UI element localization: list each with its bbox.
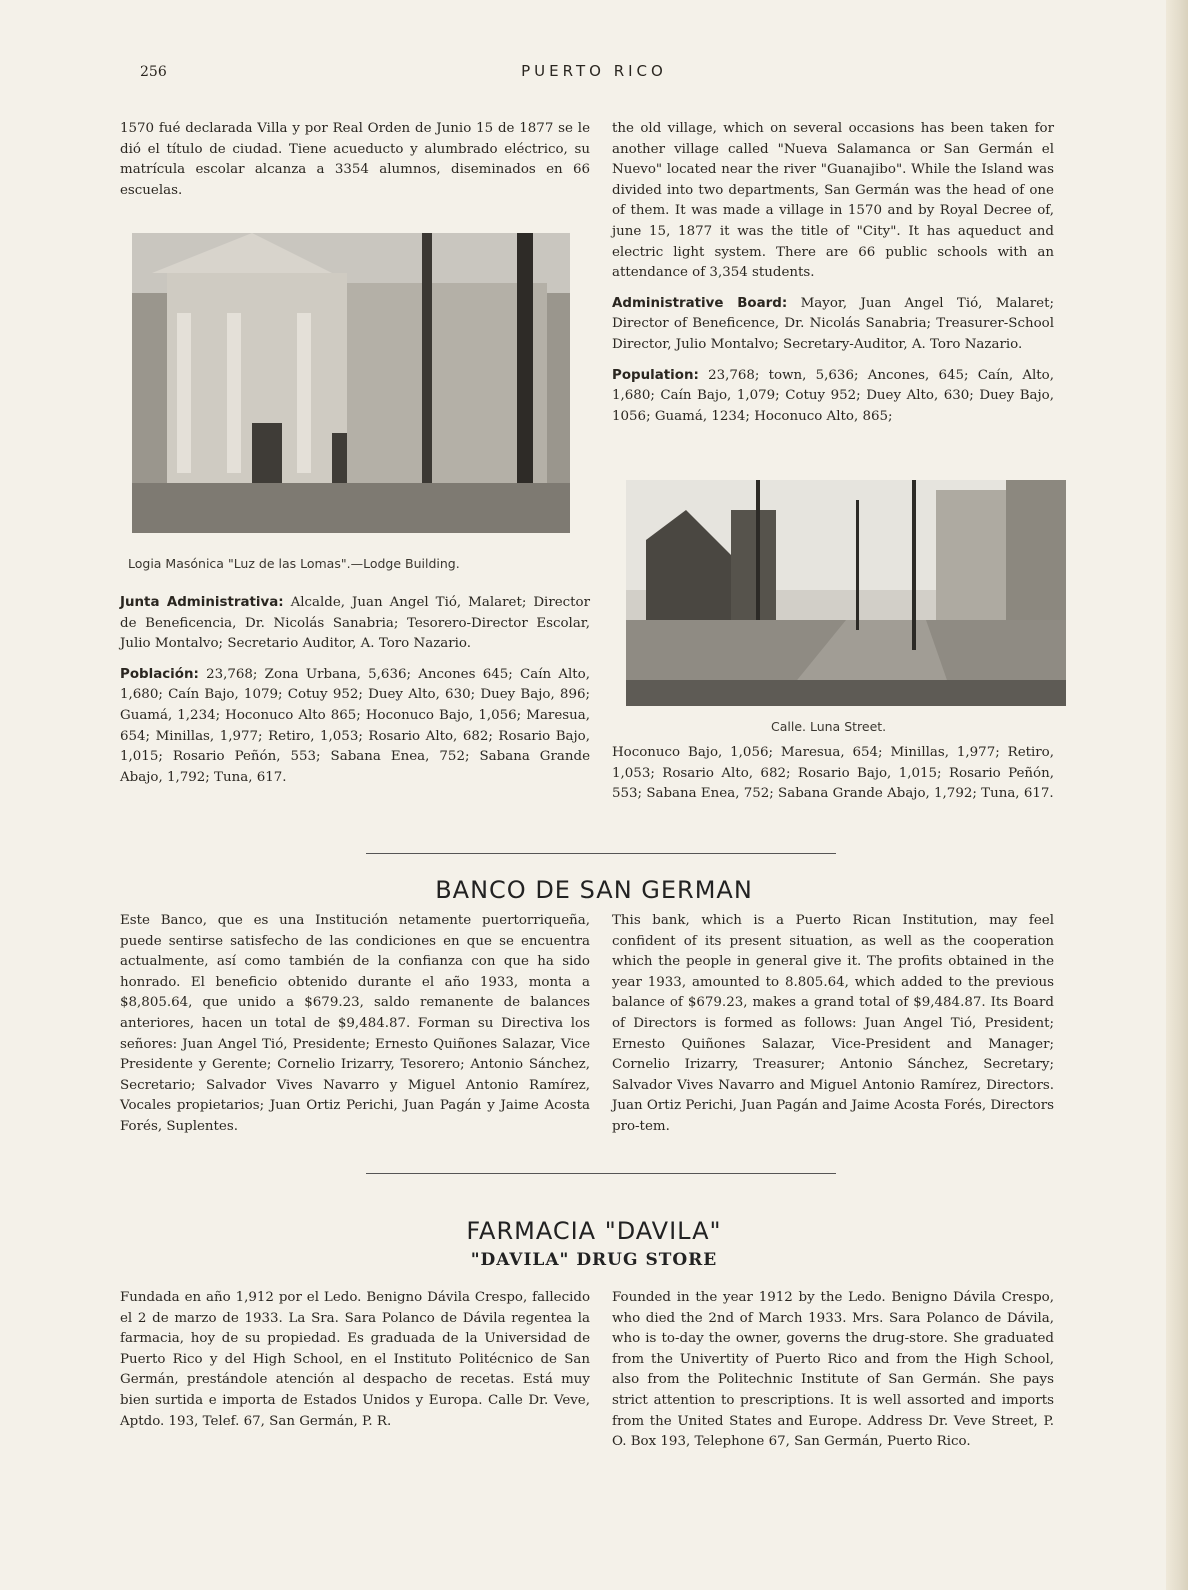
farmacia-english-text: Founded in the year 1912 by the Ledo. Benigno Dávila Crespo, who died the 2nd of March 1933. Mrs. Sara Polanco de Dávila, who is to-day the owner, governs the drug-store. She graduated from the Univertity of Puerto Rico and from the High School, also from the Politechnic Institute of San Germán. She pays strict attention to prescriptions. It is well assorted and imports from the United States and Europe. Address Dr. Veve Street, P. O. Box 193, Telephone 67, San Germán, Puerto Rico.	[612, 1290, 1054, 1450]
farmacia-title: FARMACIA "DAVILA"	[466, 1217, 722, 1245]
lodge-building-photo	[132, 233, 570, 533]
section-divider	[366, 853, 836, 854]
poblacion-label: Población:	[120, 666, 199, 682]
population-label: Population:	[612, 367, 699, 383]
junta-paragraph	[120, 593, 590, 655]
junta-text: Alcalde, Juan Angel Tió, Malaret; Director de Beneficencia, Dr. Nicolás Sanabria; Tesorero-Director Escolar, Julio Montalvo; Secretario Auditor, A. Toro Nazario.	[120, 595, 591, 652]
left-intro	[120, 119, 590, 211]
page-header	[0, 62, 1188, 84]
farmacia-english-column	[612, 1288, 1054, 1463]
right-population-cont	[612, 743, 1054, 815]
board-paragraph	[612, 294, 1054, 356]
running-title: PUERTO RICO	[521, 62, 667, 80]
right-intro-text: the old village, which on several occasions has been taken for another village called "Nueva Salamanca or San Germán el Nuevo" located near the river "Guanajibo". While the Island was divided into two departments, San Germán was the head of one of them. It was made a village in 1570 and by Royal Decree of, june 15, 1877 it was the title of "City". It has aqueduct and electric light system. There are 66 public schools with an attendance of 3,354 students.	[612, 121, 1054, 281]
farmacia-spanish-column	[120, 1288, 590, 1442]
banco-spanish-text: Este Banco, que es una Institución netamente puertorriqueña, puede sentirse satisfecho de las condiciones en que se encuentra actualmente, así como también de la confianza con que ha sido honrado. El beneficio obtenido durante el año 1933, monta a $8,805.64, que unido a $679.23, saldo remanente de balances anteriores, hacen un total de $9,484.87. Forman su Directiva los señores: Juan Angel Tió, Presidente; Ernesto Quiñones Salazar, Vice Presidente y Gerente; Cornelio Irizarry, Tesorero; Antonio Sánchez, Secretario; Salvador Vives Navarro y Miguel Antonio Ramírez, Vocales propietarios; Juan Ortiz Perichi, Juan Pagán y Jaime Acosta Forés, Suplentes.	[120, 913, 590, 1134]
luna-street-photo	[626, 480, 1066, 706]
banco-title: BANCO DE SAN GERMAN	[435, 876, 753, 904]
population-continued: Hoconuco Bajo, 1,056; Maresua, 654; Minillas, 1,977; Retiro, 1,053; Rosario Alto, 682; Rosario Bajo, 1,015; Rosario Peñón, 553; Sabana Enea, 752; Sabana Grande Abajo, 1,792; Tuna, 617.	[612, 745, 1054, 802]
page-edge	[1166, 0, 1188, 1590]
poblacion-text: 23,768; Zona Urbana, 5,636; Ancones 645; Caín Alto, 1,680; Caín Bajo, 1079; Cotuy 952; Duey Alto, 630; Duey Bajo, 896; Guamá, 1,234; Hoconuco Alto 865; Hoconuco Bajo, 1,056; Maresua, 654; Minillas, 1,977; Retiro, 1,053; Rosario Alto, 682; Rosario Bajo, 1,015; Rosario Peñón, 553; Sabana Enea, 752; Sabana Grande Abajo, 1,792; Tuna, 617.	[120, 666, 590, 785]
street-photo-caption: Calle. Luna Street.	[771, 719, 887, 734]
lodge-photo-caption: Logia Masónica "Luz de las Lomas".—Lodge Building.	[128, 556, 460, 571]
population-paragraph	[612, 366, 1054, 428]
junta-label: Junta Administrativa:	[120, 595, 284, 610]
left-admin	[120, 593, 590, 798]
population-text: 23,768; town, 5,636; Ancones, 645; Caín, Alto, 1,680; Caín Bajo, 1,079; Cotuy 952; Duey Alto, 630; Duey Bajo, 1056; Guamá, 1234; Hoconuco Alto, 865;	[612, 367, 1054, 424]
poblacion-paragraph	[120, 665, 590, 789]
board-label: Administrative Board:	[612, 295, 788, 311]
banco-spanish-column	[120, 911, 590, 1148]
farmacia-spanish-text: Fundada en año 1,912 por el Ledo. Benigno Dávila Crespo, fallecido el 2 de marzo de 1933. La Sra. Sara Polanco de Dávila regentea la farmacia, hoy de su propiedad. Es graduada de la Universidad de Puerto Rico y del High School, en el Instituto Politécnico de San Germán, prestándole atención al despacho de recetas. Está muy bien surtida e importa de Estados Unidos y Europa. Calle Dr. Veve, Aptdo. 193, Telef. 67, San Germán, P. R.	[120, 1290, 590, 1429]
page-number: 256	[140, 64, 167, 80]
left-intro-text: 1570 fué declarada Villa y por Real Orden de Junio 15 de 1877 se le dió el título de ciudad. Tiene acueducto y alumbrado eléctrico, su matrícula escolar alcanza a 3354 alumnos, diseminados en 66 escuelas.	[120, 121, 590, 198]
right-top	[612, 119, 1054, 437]
board-text: Mayor, Juan Angel Tió, Malaret; Director of Beneficence, Dr. Nicolás Sanabria; Treasurer-School Director, Julio Montalvo; Secretary-Auditor, A. Toro Nazario.	[612, 295, 1055, 352]
farmacia-subtitle: "DAVILA" DRUG STORE	[470, 1250, 718, 1270]
banco-english-column	[612, 911, 1054, 1148]
section-divider	[366, 1173, 836, 1174]
banco-english-text: This bank, which is a Puerto Rican Institution, may feel confident of its present situation, as well as the cooperation which the people in general give it. The profits obtained in the year 1933, amounted to 8.805.64, which added to the previous balance of $679.23, makes a grand total of $9,484.87. Its Board of Directors is formed as follows: Juan Angel Tió, President; Ernesto Quiñones Salazar, Vice-President and Manager; Cornelio Irizarry, Treasurer; Antonio Sánchez, Secretary; Salvador Vives Navarro and Miguel Antonio Ramírez, Directors. Juan Ortiz Perichi, Juan Pagán and Jaime Acosta Forés, Directors pro-tem.	[612, 913, 1054, 1134]
